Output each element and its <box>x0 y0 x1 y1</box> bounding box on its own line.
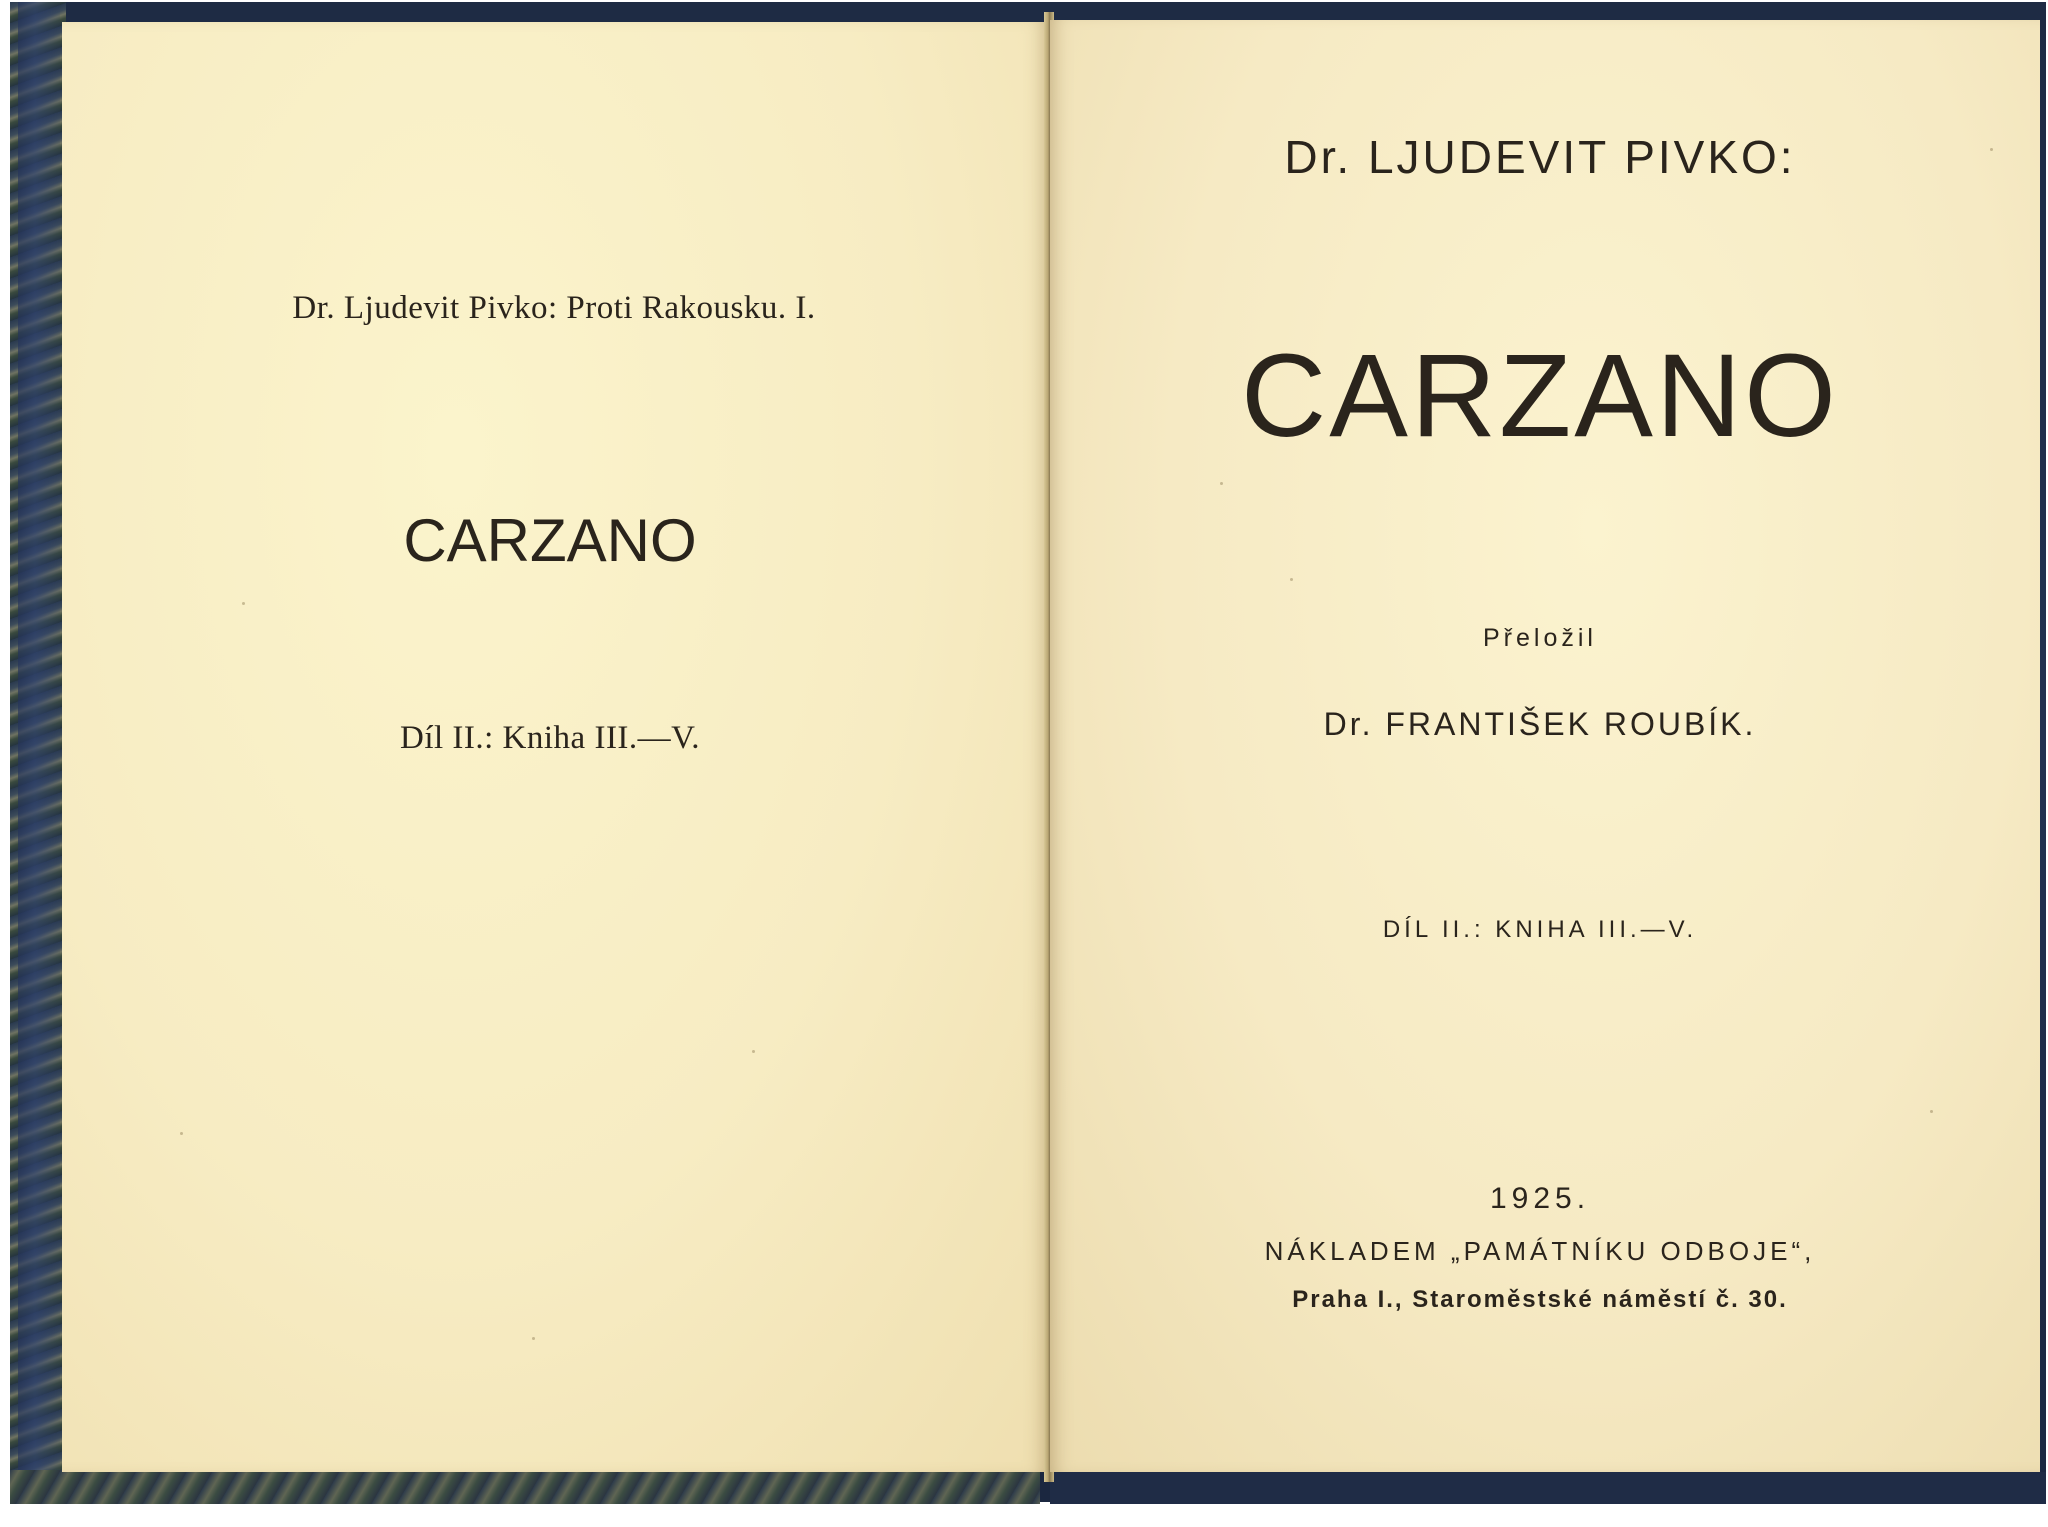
author-line: Dr. LJUDEVIT PIVKO: <box>1284 131 1796 183</box>
cloth-spine-edge <box>18 2 60 1502</box>
marbled-cover-bottom <box>10 1470 1040 1504</box>
part-line-caps: DÍL II.: KNIHA III.—V. <box>1382 916 1698 943</box>
half-title: CARZANO <box>403 507 697 574</box>
paper-speck <box>1930 1110 1933 1113</box>
paper-speck <box>532 1337 535 1340</box>
paper-speck <box>1990 148 1993 151</box>
paper-speck <box>1220 482 1223 485</box>
paper-speck <box>180 1132 183 1135</box>
main-title: CARZANO <box>1241 330 1839 462</box>
paper-speck <box>1290 578 1293 581</box>
translated-by-label: Přeložil <box>1483 624 1597 652</box>
left-page <box>62 22 1047 1472</box>
publication-year: 1925. <box>1489 1182 1591 1215</box>
right-page <box>1050 20 2040 1472</box>
series-line: Dr. Ljudevit Pivko: Proti Rakousku. I. <box>292 290 816 326</box>
translator-line: Dr. FRANTIŠEK ROUBÍK. <box>1323 706 1757 742</box>
paper-speck <box>752 1050 755 1053</box>
publisher-line: NÁKLADEM „PAMÁTNÍKU ODBOJE“, <box>1264 1236 1816 1266</box>
paper-speck <box>242 602 245 605</box>
publisher-address: Praha I., Staroměstské náměstí č. 30. <box>1292 1286 1788 1313</box>
cloth-cover-bottom <box>1050 1472 2046 1504</box>
part-line: Díl II.: Kniha III.—V. <box>399 720 701 756</box>
